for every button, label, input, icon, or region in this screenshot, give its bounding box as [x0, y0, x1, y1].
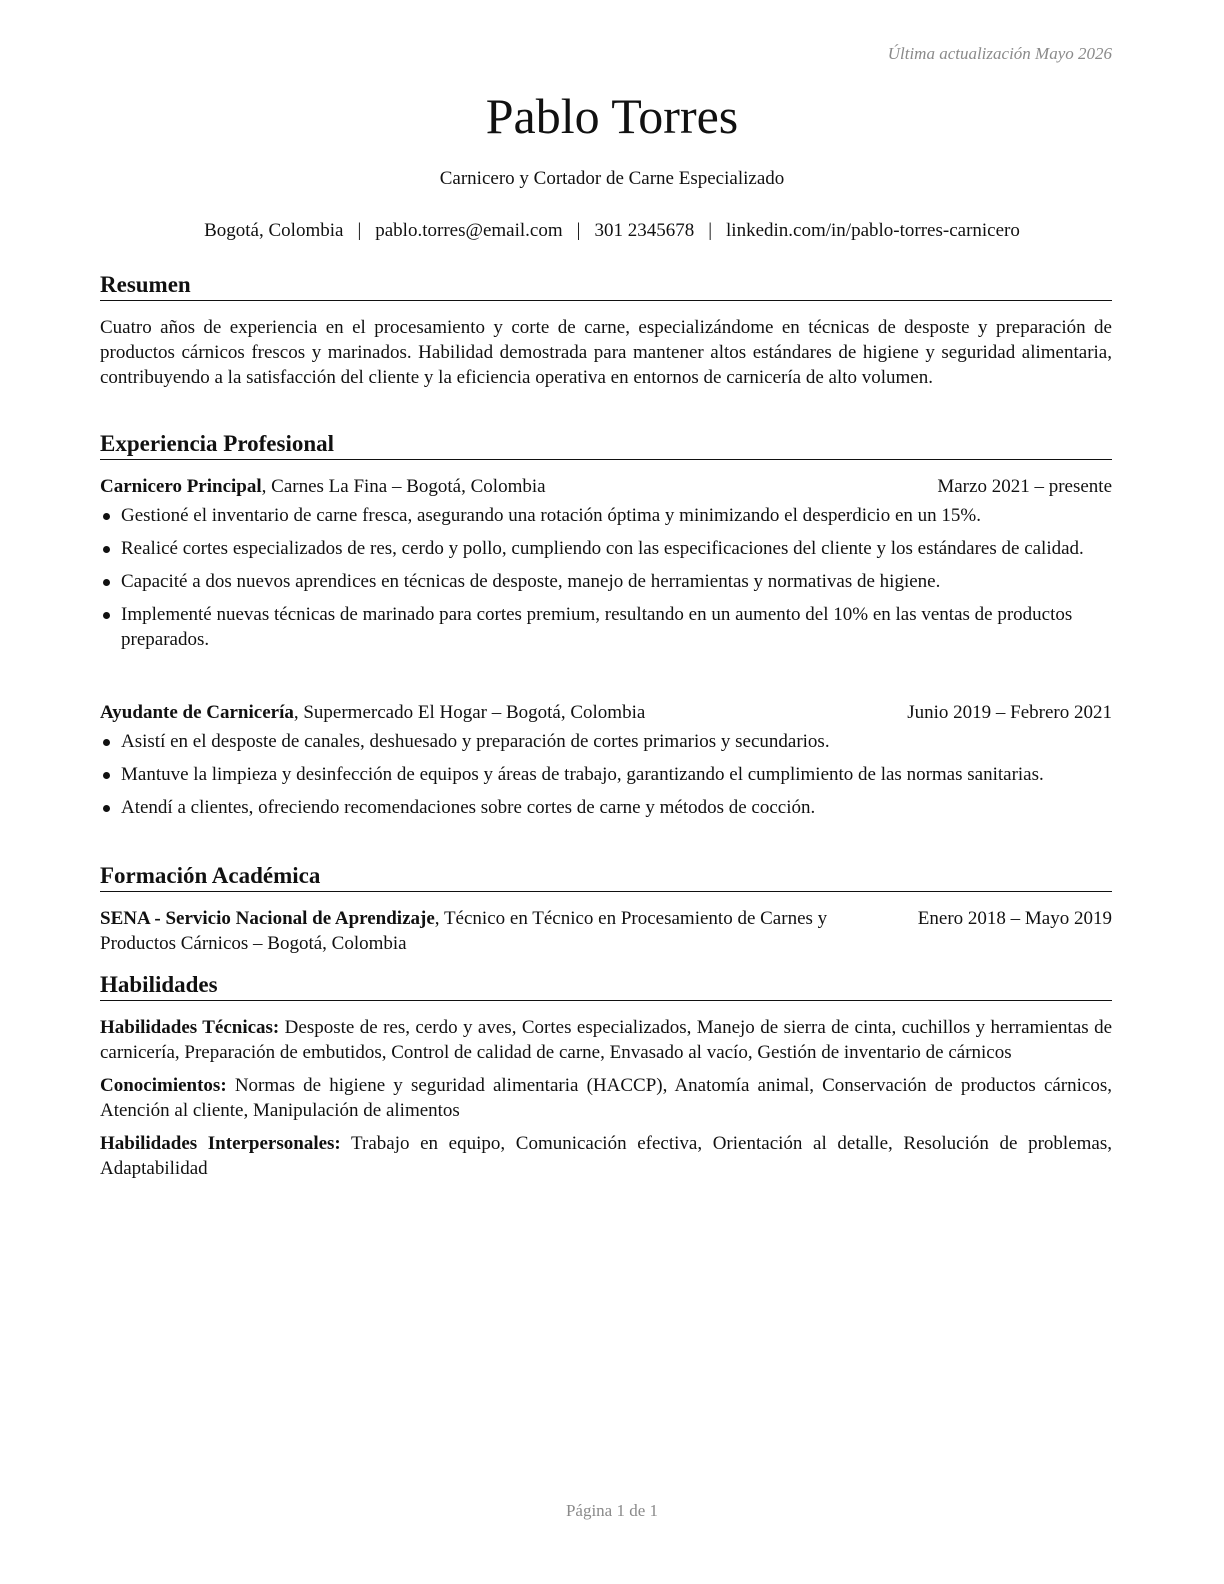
education-dates: Enero 2018 – Mayo 2019	[917, 908, 1112, 929]
contact-separator: |	[708, 220, 713, 241]
person-name: Pablo Torres	[485, 88, 739, 144]
job-bullet: Gestioné el inventario de carne fresca, asegurando una rotación óptima y minimizando el desperdicio en un 15%.	[100, 503, 1112, 528]
section-title-summary: Resumen	[100, 271, 1112, 301]
experience-entry	[100, 700, 1112, 828]
skill-label: Habilidades Interpersonales:	[100, 1133, 341, 1154]
contact-location: Bogotá, Colombia	[204, 220, 344, 241]
skill-group	[100, 1015, 1112, 1065]
education-entry	[100, 906, 1112, 956]
job-company: , Supermercado El Hogar – Bogotá, Colombia	[293, 702, 646, 723]
section-title-education: Formación Académica	[100, 862, 1112, 892]
skills-list	[100, 1015, 1112, 1189]
page-footer: Página 1 de 1	[565, 1501, 659, 1520]
contact-separator: |	[357, 220, 362, 241]
summary-text: Cuatro años de experiencia en el procesamiento y corte de carne, especializándome en técnicas de desposte y preparación de productos cárnicos frescos y marinados. Habilidad demostrada para mantener altos estándares de higiene y seguridad alimentaria, contribuyendo a la satisfacción del cliente y la eficiencia operativa en entornos de carnicería de alto volumen.	[100, 317, 1112, 388]
education-detail: , Técnico en Técnico en Procesamiento de Carnes y Productos Cárnicos – Bogotá, Colombia	[100, 908, 828, 954]
job-bullets	[100, 729, 1112, 820]
contact-phone: 301 2345678	[594, 220, 695, 241]
skill-group	[100, 1073, 1112, 1123]
section-title-experience: Experiencia Profesional	[100, 430, 1112, 460]
job-bullet: Asistí en el desposte de canales, deshuesado y preparación de cortes primarios y secundarios.	[100, 729, 1112, 754]
job-dates: Junio 2019 – Febrero 2021	[907, 702, 1112, 723]
contact-linkedin[interactable]: linkedin.com/in/pablo-torres-carnicero	[726, 220, 1020, 241]
job-bullet: Mantuve la limpieza y desinfección de equipos y áreas de trabajo, garantizando el cumplimiento de las normas sanitarias.	[100, 762, 1112, 787]
experience-entry	[100, 474, 1112, 660]
skill-label: Conocimientos:	[100, 1075, 227, 1096]
last-updated: Última actualización Mayo 2026	[887, 44, 1112, 63]
skill-label: Habilidades Técnicas:	[100, 1017, 280, 1038]
skill-text: Trabajo en equipo, Comunicación efectiva, Orientación al detalle, Resolución de problemas, Adaptabilidad	[100, 1133, 1112, 1179]
job-role: Carnicero Principal	[100, 476, 262, 497]
job-bullet: Realicé cortes especializados de res, cerdo y pollo, cumpliendo con las especificaciones del cliente y los estándares de calidad.	[100, 536, 1112, 561]
job-company: , Carnes La Fina – Bogotá, Colombia	[261, 476, 546, 497]
skill-group	[100, 1131, 1112, 1181]
job-bullets	[100, 503, 1112, 652]
job-bullet: Capacité a dos nuevos aprendices en técnicas de desposte, manejo de herramientas y normativas de higiene.	[100, 569, 1112, 594]
section-title-skills: Habilidades	[100, 971, 1112, 1001]
education-institution: SENA - Servicio Nacional de Aprendizaje	[100, 908, 435, 929]
contact-line	[0, 219, 1224, 243]
experience-header	[100, 700, 1112, 725]
job-bullet: Implementé nuevas técnicas de marinado para cortes premium, resultando en un aumento del 10% en las ventas de productos preparados.	[100, 602, 1112, 652]
job-bullet: Atendí a clientes, ofreciendo recomendaciones sobre cortes de carne y métodos de cocción.	[100, 795, 1112, 820]
experience-header	[100, 474, 1112, 499]
skill-text: Desposte de res, cerdo y aves, Cortes especializados, Manejo de sierra de cinta, cuchillos y herramientas de carnicería, Preparación de embutidos, Control de calidad de carne, Envasado al vacío, Gestión de inventario de cárnicos	[100, 1017, 1112, 1063]
skill-text: Normas de higiene y seguridad alimentaria (HACCP), Anatomía animal, Conservación de productos cárnicos, Atención al cliente, Manipulación de alimentos	[100, 1075, 1112, 1121]
job-role: Ayudante de Carnicería	[100, 702, 294, 723]
job-dates: Marzo 2021 – presente	[937, 476, 1112, 497]
contact-email[interactable]: pablo.torres@email.com	[375, 220, 563, 241]
headline: Carnicero y Cortador de Carne Especializado	[439, 168, 785, 189]
contact-separator: |	[576, 220, 581, 241]
